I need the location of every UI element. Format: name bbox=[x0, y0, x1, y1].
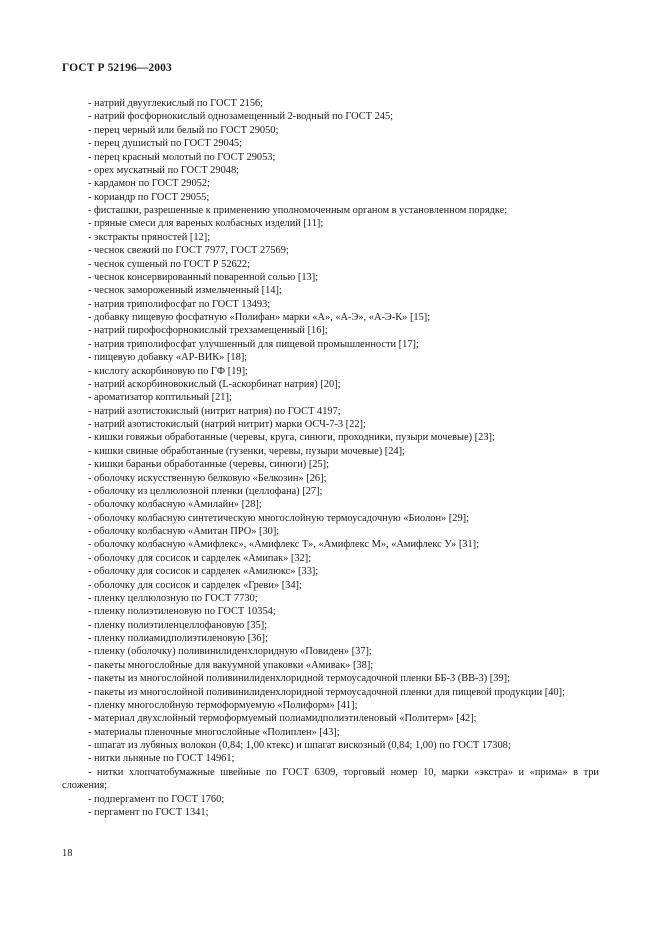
list-item: - перец черный или белый по ГОСТ 29050; bbox=[88, 124, 279, 136]
list-item: - материалы пленочные многослойные «Полиплен» [43]; bbox=[88, 726, 340, 738]
list-item: - натрий двууглекислый по ГОСТ 2156; bbox=[88, 98, 264, 109]
list-item: - натрий азотистокислый (натрий нитрит) марки ОСЧ-7-3 [22]; bbox=[88, 419, 366, 430]
list-item: - натрия триполифосфат по ГОСТ 13493; bbox=[88, 298, 271, 310]
list-item: - пакеты многослойные для вакуумной упаковки «Амивак» [38]; bbox=[88, 659, 374, 671]
list-item: - кориандр по ГОСТ 29055; bbox=[88, 191, 210, 203]
list-item: - пакеты из многослойной поливинилиденхлоридной термоусадочной пленки ББ-3 (ВВ-3) [39]; bbox=[88, 673, 510, 685]
document-header: ГОСТ Р 52196—2003 bbox=[62, 62, 172, 74]
list-item: - оболочку колбасную «Амифлекс», «Амифлекс Т», «Амифлекс М», «Амифлекс У» [31]; bbox=[88, 539, 480, 551]
list-item: - нитки хлопчатобумажные швейные по ГОСТ 6309, торговый номер 10, марки «экстра» и «прима» в три сложения; bbox=[62, 766, 599, 792]
page-number: 18 bbox=[62, 848, 73, 859]
list-item: - оболочку для сосисок и сарделек «Амипак» [32]; bbox=[88, 552, 312, 564]
list-item: - чеснок замороженный измельченный [14]; bbox=[88, 285, 282, 297]
list-item: - чеснок консервированный поваренной солью [13]; bbox=[88, 271, 319, 283]
list-item: - пленку полиэтиленцеллофановую [35]; bbox=[88, 619, 268, 631]
list-item: - пленку (оболочку) поливинилиденхлоридную «Повиден» [37]; bbox=[88, 646, 372, 658]
list-item: - пленку многослойную термоформуемую «Полиформ» [41]; bbox=[88, 699, 358, 711]
list-item: - нитки льняные по ГОСТ 14961; bbox=[88, 753, 235, 765]
list-item: - пленку полиамидполиэтиленовую [36]; bbox=[88, 633, 268, 644]
list-item: - перец душистый по ГОСТ 29045; bbox=[88, 138, 243, 150]
list-item: - оболочку для сосисок и сарделек «Амилюкс» [33]; bbox=[88, 566, 319, 578]
list-item: - подпергамент по ГОСТ 1760; bbox=[88, 793, 225, 805]
list-item: - кишки бараньи обработанные (черевы, синюги) [25]; bbox=[88, 459, 330, 471]
list-item: - оболочку искусственную белковую «Белкозин» [26]; bbox=[88, 472, 327, 484]
list-item: - кишки говяжьи обработанные (черевы, круга, синюги, проходники, пузыри мочевые) [23]; bbox=[88, 432, 495, 444]
list-item: - оболочку колбасную «Амитан ПРО» [30]; bbox=[88, 526, 280, 537]
list-item: - натрия триполифосфат улучшенный для пищевой промышленности [17]; bbox=[88, 338, 419, 350]
list-item: - оболочку колбасную синтетическую многослойную термоусадочную «Биолон» [29]; bbox=[88, 512, 470, 524]
list-item: - кишки свиные обработанные (гузенки, черевы, пузыри мочевые) [24]; bbox=[88, 445, 405, 457]
list-item: - пищевую добавку «АР-ВИК» [18]; bbox=[88, 352, 248, 364]
list-item: - оболочку для сосисок и сарделек «Греви» [34]; bbox=[88, 579, 302, 591]
list-item: - натрий азотистокислый (нитрит натрия) по ГОСТ 4197; bbox=[88, 405, 341, 417]
list-item: - добавку пищевую фосфатную «Полифан» марки «А», «А-Э», «А-Э-К» [15]; bbox=[88, 312, 431, 323]
list-item: - кислоту аскорбиновую по ГФ [19]; bbox=[88, 365, 248, 377]
list-item: - пленку полиэтиленовую по ГОСТ 10354; bbox=[88, 606, 276, 618]
list-item: - материал двухслойный термоформуемый полиамидполиэтиленовый «Политерм» [42]; bbox=[88, 713, 477, 725]
list-item: - оболочку из целлюлозной пленки (целлофана) [27]; bbox=[88, 485, 323, 497]
list-item: - натрий фосфорнокислый однозамещенный 2-водный по ГОСТ 245; bbox=[88, 111, 394, 123]
list-item: - оболочку колбасную «Амилайн» [28]; bbox=[88, 499, 262, 511]
list-item: - экстракты пряностей [12]; bbox=[88, 231, 211, 243]
list-item: - чеснок сушеный по ГОСТ Р 52622; bbox=[88, 258, 250, 270]
list-item: - пакеты из многослойной поливинилиденхлоридной термоусадочной пленки для пищевой продукции [40]; bbox=[88, 686, 565, 698]
list-item: - орех мускатный по ГОСТ 29048; bbox=[88, 164, 240, 176]
list-item: - пряные смеси для вареных колбасных изделий [11]; bbox=[88, 218, 324, 230]
list-item: - ароматизатор коптильный [21]; bbox=[88, 392, 232, 404]
ingredients-list bbox=[62, 97, 599, 819]
list-item: - пергамент по ГОСТ 1341; bbox=[88, 806, 209, 818]
list-item: - чеснок свежий по ГОСТ 7977, ГОСТ 27569; bbox=[88, 245, 289, 257]
list-item: - кардамон по ГОСТ 29052; bbox=[88, 178, 210, 190]
list-item: - перец красный молотый по ГОСТ 29053; bbox=[88, 151, 276, 163]
list-item: - шпагат из лубяных волокон (0,84; 1,00 ктекс) и шпагат вискозный (0,84; 1,00) по ГОСТ 17308; bbox=[88, 740, 511, 751]
list-item: - фисташки, разрешенные к применению уполномоченным органом в установленном порядке; bbox=[88, 205, 508, 216]
list-item: - натрий аскорбиновокислый (L-аскорбинат натрия) [20]; bbox=[88, 378, 341, 390]
list-item: - пленку целлюлозную по ГОСТ 7730; bbox=[88, 592, 258, 604]
list-item: - натрий пирофосфорнокислый трехзамещенный [16]; bbox=[88, 325, 328, 337]
